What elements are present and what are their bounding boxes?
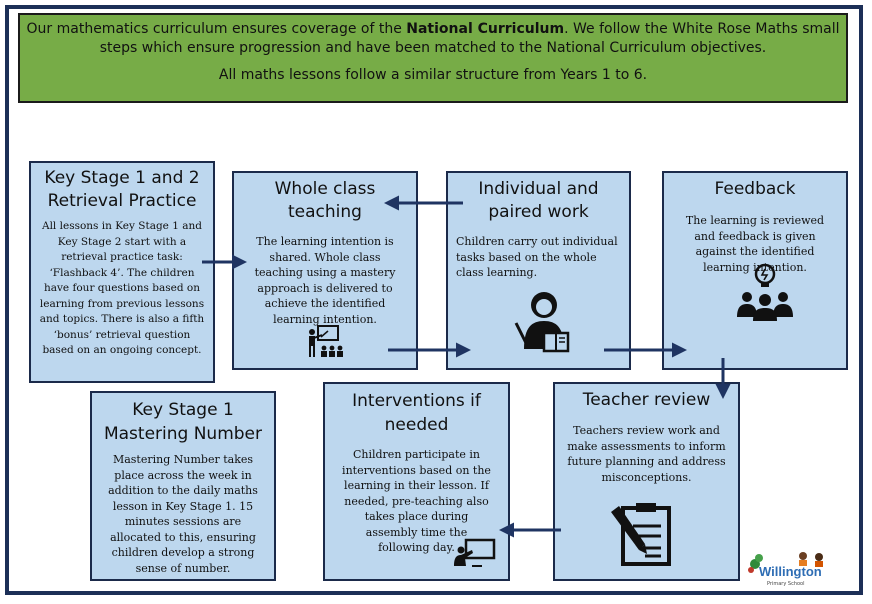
box-feedback bbox=[662, 171, 848, 370]
whole-class-body: The learning intention is shared. Whole class teaching using a mastery approach is delivered to achieve the identified learning intention. bbox=[254, 235, 396, 326]
intro-line-2: All maths lessons follow a similar structure from Years 1 to 6. bbox=[218, 67, 648, 83]
box-teacher-review bbox=[553, 382, 740, 581]
feedback-body: The learning is reviewed and feedback is given against the identified learning intention. bbox=[685, 214, 825, 274]
box-individual-paired-work bbox=[446, 171, 631, 370]
clipboard-pencil-icon bbox=[609, 500, 677, 568]
review-title: Teacher review bbox=[582, 390, 711, 410]
intro-text-start: Our mathematics curriculum ensures coverage of the bbox=[26, 21, 407, 37]
box-mastering-number bbox=[90, 391, 276, 581]
intro-text-bold: National Curriculum bbox=[406, 21, 565, 37]
presenter-icon bbox=[452, 538, 496, 568]
review-body: Teachers review work and make assessments to inform future planning and address misconceptions. bbox=[567, 424, 726, 484]
whole-class-title: Whole class teaching bbox=[274, 179, 376, 222]
school-logo bbox=[745, 550, 840, 592]
logo-name: Willington bbox=[759, 564, 822, 579]
intro-banner bbox=[18, 13, 848, 103]
feedback-title: Feedback bbox=[714, 179, 796, 199]
lightbulb-team-icon bbox=[734, 261, 796, 323]
interventions-title: Interventions if needed bbox=[352, 391, 481, 435]
teacher-board-icon bbox=[306, 324, 346, 360]
interventions-body: Children participate in interventions based on the learning in their lesson. If needed, pre-teaching also takes place during assembly time the following day. bbox=[342, 448, 491, 554]
logo-subtitle: Primary School bbox=[767, 581, 805, 587]
student-reading-icon bbox=[510, 289, 574, 355]
intro-text-end: . We follow the White Rose Maths small steps which ensure progression and have been matched to the National Curriculum objectives. bbox=[99, 21, 840, 56]
retrieval-title: Key Stage 1 and 2 Retrieval Practice bbox=[44, 168, 200, 211]
box-retrieval-practice bbox=[29, 161, 215, 383]
individual-title: Individual and paired work bbox=[478, 179, 599, 222]
individual-body: Children carry out individual tasks based on the whole class learning. bbox=[456, 235, 618, 279]
intro-line-1 bbox=[20, 20, 846, 58]
box-interventions bbox=[323, 382, 510, 581]
mastering-body: Mastering Number takes place across the week in addition to the daily maths lesson in Key Stage 1. 15 minutes sessions are allocated to this, ensuring children develop a strong sense of number. bbox=[108, 453, 258, 575]
retrieval-body: All lessons in Key Stage 1 and Key Stage 2 start with a retrieval practice task: ‘Flashback 4’. The children have four questions based on learning from previous lessons and topics. There is also a fifth ‘bonus’ retrieval question based on an ongoing concept. bbox=[39, 220, 205, 356]
box-whole-class-teaching bbox=[232, 171, 418, 370]
mastering-title: Key Stage 1 Mastering Number bbox=[103, 400, 263, 444]
